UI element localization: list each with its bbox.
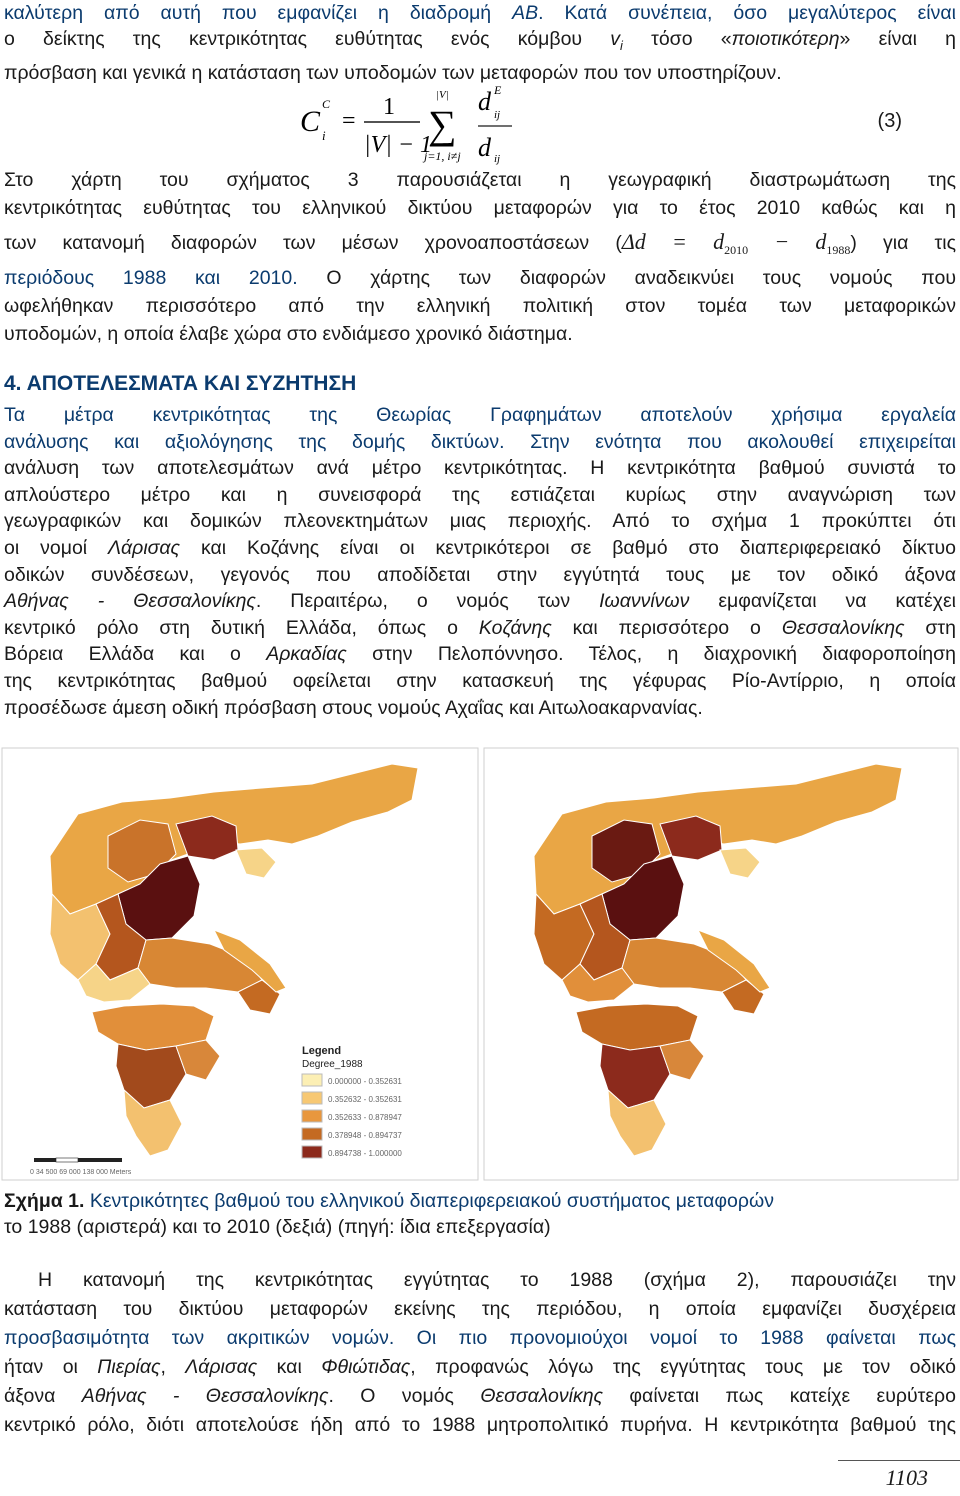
paragraph-map-description: Στο χάρτη του σχήματος 3 παρουσιάζεται η γεωγραφική διαστρωμάτωση της κεντρικότητας ευθύτητας του ελληνικού δικτύου μεταφορών για το έτος 2010 καθώς και η των κατανομή διαφορών των μέσων χρονοαποστάσεων $(\Delta d = d_{2010} - d_{1988})$ για τις περιόδους 1988 και 2010. Ο χάρτης των διαφορών αναδεικνύει τους νομούς που ωφελήθηκαν περισσότερο από την ελληνική πολιτική στον τομέα των μεταφορικών υποδομών, η οποία έλαβε χώρα στο ενδιάμεσο χρονικό διάστημα.: [4, 169, 956, 345]
svg-text:C: C: [300, 105, 321, 138]
svg-text:1: 1: [383, 94, 395, 120]
svg-text:E: E: [494, 83, 502, 97]
svg-text:d: d: [478, 133, 491, 162]
svg-text:ij: ij: [494, 109, 501, 121]
page-number: 1103: [885, 1465, 928, 1490]
svg-text:|V|: |V|: [436, 89, 449, 101]
svg-text:∑: ∑: [428, 102, 457, 147]
section-heading: 4. ΑΠΟΤΕΛΕΣΜΑΤΑ ΚΑΙ ΣΥΖΗΤΗΣΗ: [4, 372, 357, 395]
page-number-rule: [838, 1460, 960, 1461]
svg-text:0.352633 - 0.878947: 0.352633 - 0.878947: [328, 1113, 402, 1122]
svg-text:i: i: [322, 128, 326, 143]
svg-text:0.352632 - 0.352631: 0.352632 - 0.352631: [328, 1095, 402, 1104]
svg-text:0 34 500 69 000 138: 0 34 500 69 000 138 000 Meters: [30, 1169, 132, 1176]
svg-text:0.894738 - 1.000000: 0.894738 - 1.000000: [328, 1149, 402, 1158]
svg-text:|V| − 1: |V| − 1: [364, 132, 433, 158]
svg-text:0.378948 - 0.894737: 0.378948 - 0.894737: [328, 1131, 402, 1140]
equation-svg: [298, 76, 538, 166]
svg-text:ij: ij: [494, 153, 501, 165]
paragraph-results: Τα μέτρα κεντρικότητας της Θεωρίας Γραφημάτων αποτελούν χρήσιμα εργαλεία ανάλυσης και αξιολόγησης της δομής δικτύων. Στην ενότητα που ακολουθεί επιχειρείται ανάλυση των αποτελεσμάτων ανά μέτρο κεντρικότητας. Η κεντρικότητα βαθμού συνιστά το απλούστερο μέτρο και η συνεισφορά της εστιάζεται κυρίως στην αναγνώριση των γεωγραφικών και δομικών πλεονεκτημάτων μιας περιοχής. Από το σχήμα 1 προκύπτει ότι οι νομοί Λάρισας και Κοζάνης είναι οι κεντρικότεροι σε βαθμό στο διαπεριφερειακό δίκτυο οδικών συνδέσεων, γεγονός που αποδίδεται στην εγγύτητά τους με τον οδικό άξονα Αθήνας - Θεσσαλονίκης. Περαιτέρω, ο νομός των Ιωαννίνων εμφανίζεται να κατέχει κεντρικό ρόλο στη δυτική Ελλάδα, όπως ο Κοζάνης και περισσότερο ο Θεσσαλονίκης στη Βόρεια Ελλάδα και ο Αρκαδίας στην Πελοπόννησο. Τέλος, η διαχρονική διαφοροποίηση της κεντρικότητας βαθμού οφείλεται στην κατασκευή της γέφυρας Ρίο-Αντίρριο, η οποία προσέδωσε άμεση οδική πρόσβαση στους νομούς Αχαΐας και Αιτωλοακαρνανίας.: [4, 404, 956, 719]
svg-text:0.000000 - 0.352631: 0.000000 - 0.352631: [328, 1077, 402, 1086]
svg-text:=: =: [342, 108, 356, 134]
svg-text:d: d: [478, 87, 491, 116]
figure-caption: Σχήμα 1. Κεντρικότητες βαθμού του ελληνικού διαπεριφερειακού συστήματος μεταφορών το 1988 (αριστερά) και το 2010 (δεξιά) (πηγή: ίδια επεξεργασία): [4, 1190, 774, 1238]
top-paragraph: καλύτερη από αυτή που εμφανίζει η διαδρομή AB. Κατά συνέπεια, όσο μεγαλύτερος είναι ο δείκτης της κεντρικότητας ευθύτητας ενός κόμβου $v_i$ τόσο «ποιοτικότερη» είναι η πρόσβαση και γενικά η κατάσταση των υποδομών των μεταφορών που τον υποστηρίζουν.: [4, 2, 957, 84]
svg-text:C: C: [322, 97, 331, 111]
svg-text:Degree_1988: Degree_1988: [302, 1059, 363, 1070]
paragraph-closeness: Η κατανομή της κεντρικότητας εγγύτητας το 1988 (σχήμα 2), παρουσιάζει την κατάσταση του δικτύου μεταφορών εκείνης της περιόδου, η οποία εμφανίζει δυσχέρεια προσβασιμότητα των ακριτικών νομών. Οι πιο προνομιούχοι νομοί το 1988 φαίνεται πως ήταν οι Πιερίας, Λάρισας και Φθιώτιδας, προφανώς λόγω της εγγύτητας τους με τον οδικό άξονα Αθήνας - Θεσσαλονίκης. Ο νομός Θεσσαλονίκης φαίνεται πως κατείχε ευρύτερο κεντρικό ρόλο, διότι αποτελούσε ήδη από το 1988 μητροπολιτικό πυρήνα. Η κεντρικότητα βαθμού της: [4, 1269, 957, 1436]
svg-text:Legend: Legend: [302, 1045, 342, 1057]
figure-degree-centrality-maps: [0, 744, 960, 1184]
equation-closeness-straightness: [298, 76, 538, 166]
equation-number: (3): [877, 110, 902, 132]
svg-text:j=1, i≠j: j=1, i≠j: [424, 149, 461, 163]
maps-svg: [0, 744, 960, 1184]
